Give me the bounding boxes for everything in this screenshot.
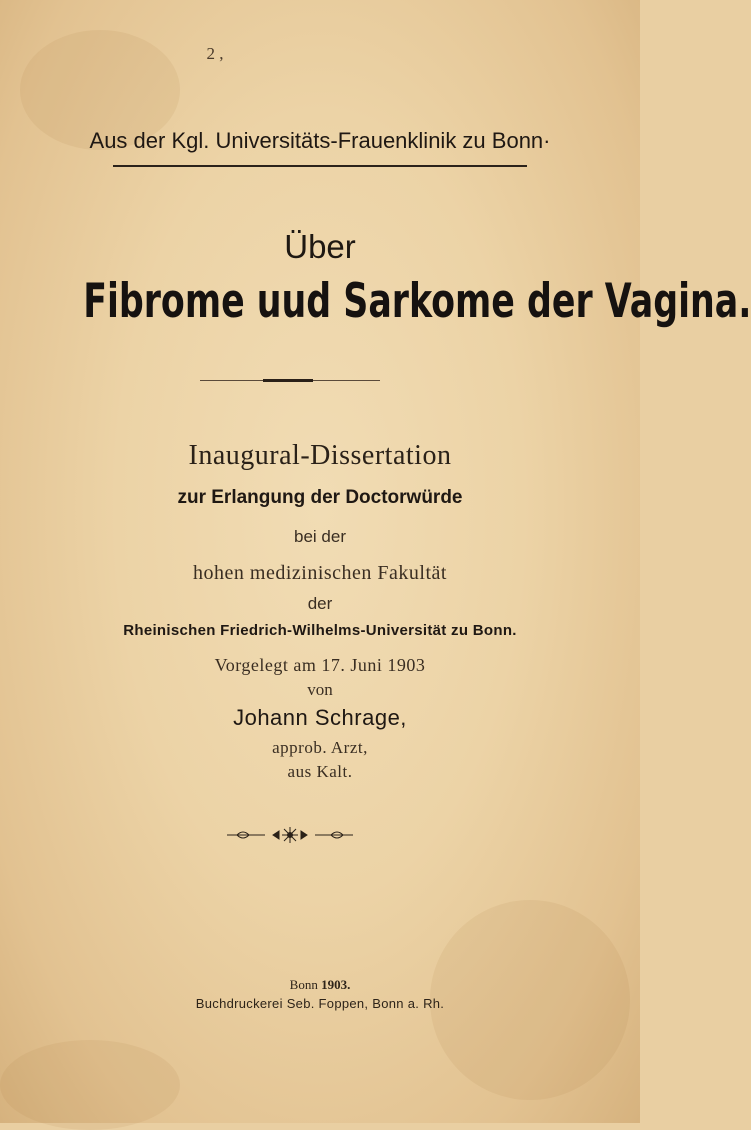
faculty-line: hohen medizinischen Fakultät [193,562,447,584]
imprint-place-year [0,977,640,993]
imprint-printer: Buchdruckerei Seb. Foppen, Bonn a. Rh. [195,996,445,1011]
paper-stain [0,1040,180,1130]
imprint-place: Bonn [289,977,318,992]
printers-ornament-icon [225,824,355,846]
page-number-mark: 2 , [206,44,224,63]
main-title: Fibrome uud Sarkome der Vagina. [83,274,751,329]
submission-date: Vorgelegt am 17. Juni 1903 [214,655,426,675]
author-origin: aus Kalt. [287,762,353,781]
author-name: Johann Schrage, [233,705,407,730]
bei-der-line: bei der [294,527,346,546]
imprint-year: 1903. [321,977,351,992]
university-line: Rheinischen Friedrich-Wilhelms-Universität zu Bonn. [123,622,517,639]
title-prefix: Über [284,228,356,265]
header-rule [113,165,527,167]
divider-rule-accent [263,379,313,382]
dissertation-label: Inaugural-Dissertation [188,440,452,471]
der-line: der [307,594,333,613]
von-line: von [307,680,333,699]
degree-line: zur Erlangung der Doctorwürde [177,487,463,508]
clinic-header: Aus der Kgl. Universitäts-Frauenklinik zu Bonn· [89,128,551,153]
author-title: approb. Arzt, [272,738,368,757]
